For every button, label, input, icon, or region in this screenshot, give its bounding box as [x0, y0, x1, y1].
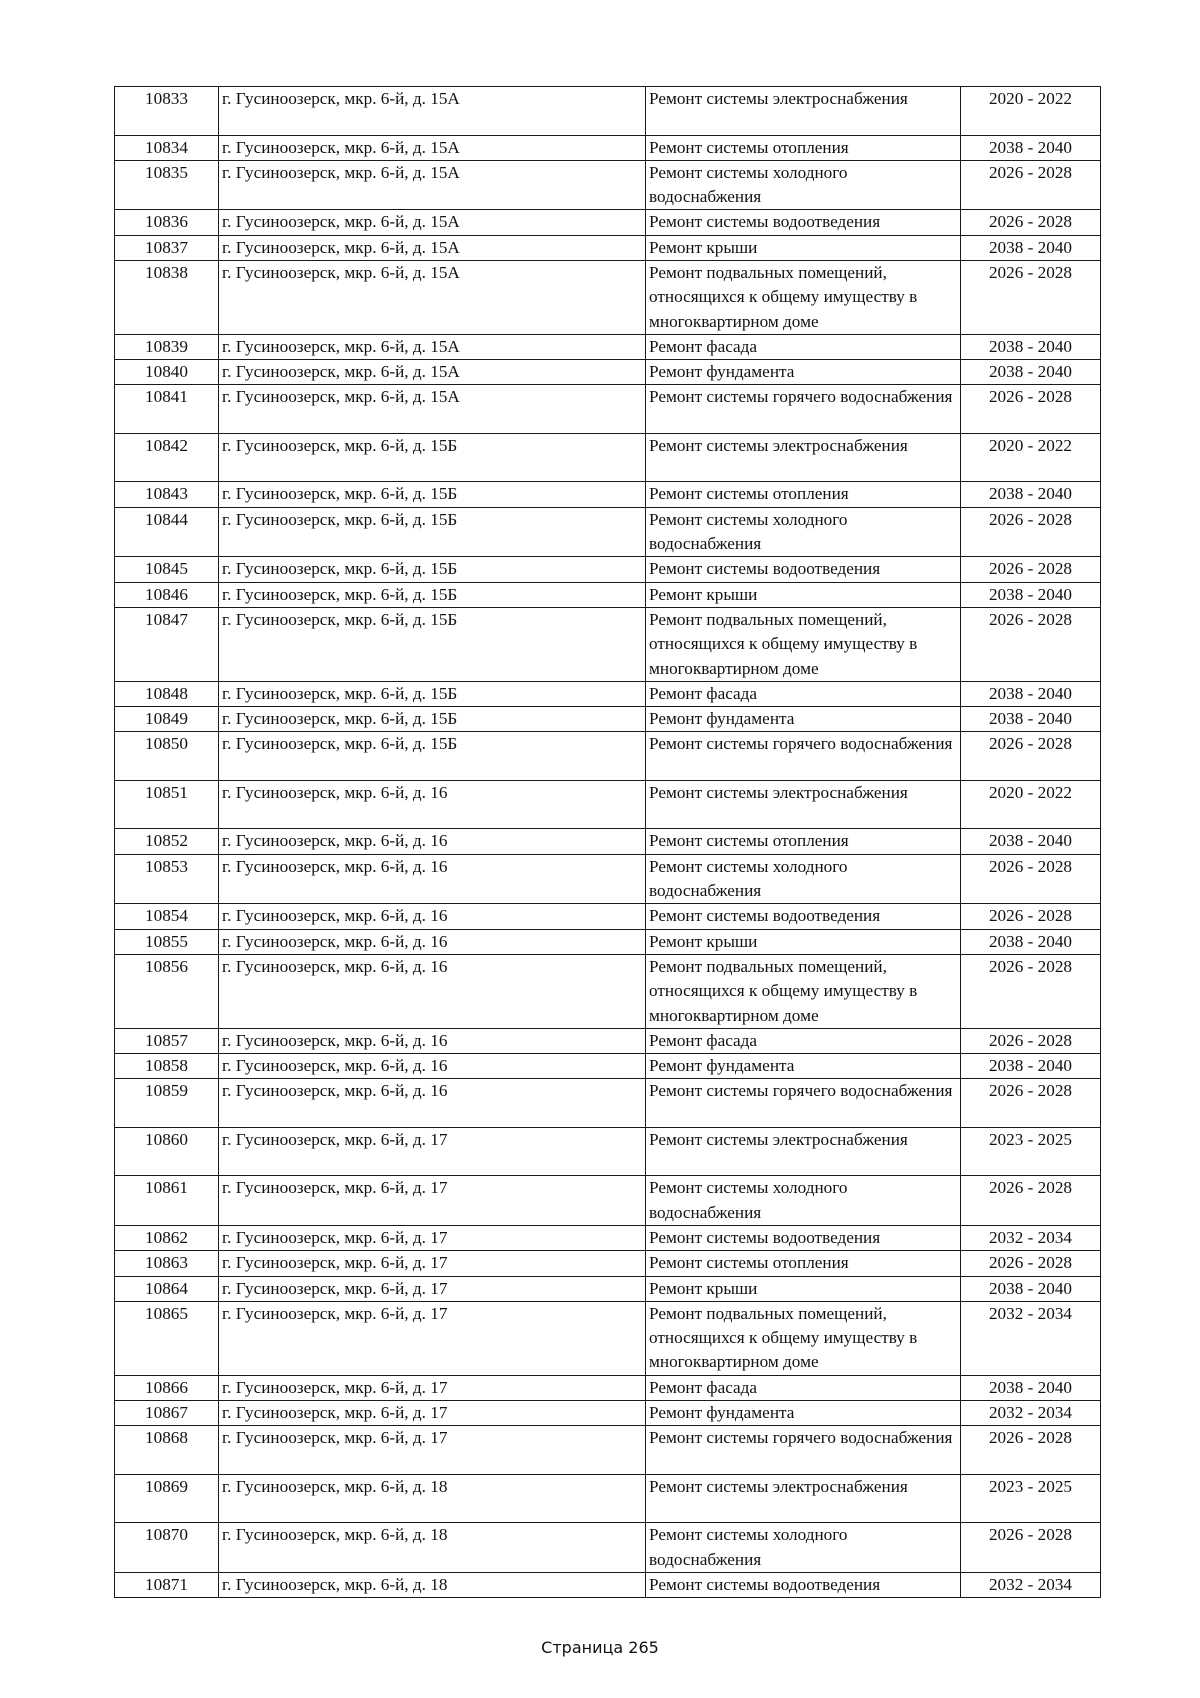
- address-cell: г. Гусиноозерск, мкр. 6-й, д. 15Б: [219, 582, 646, 607]
- period-cell: 2032 - 2034: [961, 1401, 1101, 1426]
- work-type-cell: Ремонт подвальных помещений, относящихся к общему имуществу в многоквартирном доме: [646, 1301, 961, 1375]
- row-number-cell: 10857: [115, 1028, 219, 1053]
- row-number-cell: 10866: [115, 1375, 219, 1400]
- table-row: [115, 1226, 1101, 1251]
- work-type-cell: Ремонт фундамента: [646, 360, 961, 385]
- row-number-cell: 10847: [115, 607, 219, 681]
- period-cell: 2038 - 2040: [961, 360, 1101, 385]
- address-cell: г. Гусиноозерск, мкр. 6-й, д. 16: [219, 1054, 646, 1079]
- row-number-cell: 10869: [115, 1474, 219, 1523]
- row-number-cell: 10850: [115, 732, 219, 781]
- table-row: [115, 235, 1101, 260]
- period-cell: 2023 - 2025: [961, 1474, 1101, 1523]
- address-cell: г. Гусиноозерск, мкр. 6-й, д. 18: [219, 1523, 646, 1573]
- table-row: [115, 607, 1101, 681]
- table-row: [115, 1523, 1101, 1573]
- row-number-cell: 10839: [115, 334, 219, 359]
- table-row: [115, 582, 1101, 607]
- row-number-cell: 10864: [115, 1276, 219, 1301]
- period-cell: 2026 - 2028: [961, 1251, 1101, 1276]
- row-number-cell: 10842: [115, 433, 219, 482]
- table-row: [115, 829, 1101, 854]
- table-row: [115, 1426, 1101, 1475]
- table-row: [115, 854, 1101, 904]
- address-cell: г. Гусиноозерск, мкр. 6-й, д. 15Б: [219, 732, 646, 781]
- row-number-cell: 10856: [115, 954, 219, 1028]
- period-cell: 2026 - 2028: [961, 385, 1101, 434]
- row-number-cell: 10845: [115, 557, 219, 582]
- address-cell: г. Гусиноозерск, мкр. 6-й, д. 15А: [219, 235, 646, 260]
- table-row: [115, 1276, 1101, 1301]
- work-type-cell: Ремонт системы отопления: [646, 482, 961, 507]
- work-type-cell: Ремонт системы водоотведения: [646, 1572, 961, 1597]
- table-row: [115, 87, 1101, 136]
- address-cell: г. Гусиноозерск, мкр. 6-й, д. 15А: [219, 334, 646, 359]
- row-number-cell: 10863: [115, 1251, 219, 1276]
- address-cell: г. Гусиноозерск, мкр. 6-й, д. 17: [219, 1401, 646, 1426]
- work-type-cell: Ремонт системы холодного водоснабжения: [646, 1523, 961, 1573]
- work-type-cell: Ремонт системы водоотведения: [646, 557, 961, 582]
- work-type-cell: Ремонт системы горячего водоснабжения: [646, 1426, 961, 1475]
- address-cell: г. Гусиноозерск, мкр. 6-й, д. 15А: [219, 135, 646, 160]
- address-cell: г. Гусиноозерск, мкр. 6-й, д. 16: [219, 780, 646, 829]
- row-number-cell: 10833: [115, 87, 219, 136]
- period-cell: 2026 - 2028: [961, 210, 1101, 235]
- address-cell: г. Гусиноозерск, мкр. 6-й, д. 18: [219, 1572, 646, 1597]
- period-cell: 2032 - 2034: [961, 1226, 1101, 1251]
- row-number-cell: 10865: [115, 1301, 219, 1375]
- work-type-cell: Ремонт системы электроснабжения: [646, 433, 961, 482]
- period-cell: 2023 - 2025: [961, 1127, 1101, 1176]
- period-cell: 2026 - 2028: [961, 607, 1101, 681]
- address-cell: г. Гусиноозерск, мкр. 6-й, д. 17: [219, 1375, 646, 1400]
- address-cell: г. Гусиноозерск, мкр. 6-й, д. 15Б: [219, 507, 646, 557]
- table-row: [115, 135, 1101, 160]
- row-number-cell: 10852: [115, 829, 219, 854]
- work-type-cell: Ремонт крыши: [646, 235, 961, 260]
- row-number-cell: 10840: [115, 360, 219, 385]
- work-type-cell: Ремонт крыши: [646, 929, 961, 954]
- table-row: [115, 1176, 1101, 1226]
- address-cell: г. Гусиноозерск, мкр. 6-й, д. 16: [219, 954, 646, 1028]
- period-cell: 2026 - 2028: [961, 260, 1101, 334]
- period-cell: 2026 - 2028: [961, 1079, 1101, 1128]
- period-cell: 2026 - 2028: [961, 1523, 1101, 1573]
- table-row: [115, 1127, 1101, 1176]
- table-row: [115, 1401, 1101, 1426]
- row-number-cell: 10858: [115, 1054, 219, 1079]
- address-cell: г. Гусиноозерск, мкр. 6-й, д. 15А: [219, 160, 646, 210]
- table-row: [115, 1572, 1101, 1597]
- row-number-cell: 10855: [115, 929, 219, 954]
- repair-schedule-table: [114, 86, 1101, 1598]
- work-type-cell: Ремонт системы электроснабжения: [646, 1127, 961, 1176]
- work-type-cell: Ремонт системы водоотведения: [646, 210, 961, 235]
- table-row: [115, 360, 1101, 385]
- address-cell: г. Гусиноозерск, мкр. 6-й, д. 15Б: [219, 433, 646, 482]
- row-number-cell: 10844: [115, 507, 219, 557]
- period-cell: 2026 - 2028: [961, 160, 1101, 210]
- table-row: [115, 1028, 1101, 1053]
- period-cell: 2020 - 2022: [961, 87, 1101, 136]
- period-cell: 2026 - 2028: [961, 557, 1101, 582]
- row-number-cell: 10836: [115, 210, 219, 235]
- period-cell: 2038 - 2040: [961, 707, 1101, 732]
- row-number-cell: 10846: [115, 582, 219, 607]
- table-row: [115, 433, 1101, 482]
- work-type-cell: Ремонт системы горячего водоснабжения: [646, 1079, 961, 1128]
- table-row: [115, 557, 1101, 582]
- table-body: [115, 87, 1101, 1598]
- row-number-cell: 10861: [115, 1176, 219, 1226]
- row-number-cell: 10835: [115, 160, 219, 210]
- table-row: [115, 904, 1101, 929]
- address-cell: г. Гусиноозерск, мкр. 6-й, д. 17: [219, 1276, 646, 1301]
- work-type-cell: Ремонт системы электроснабжения: [646, 87, 961, 136]
- work-type-cell: Ремонт системы холодного водоснабжения: [646, 854, 961, 904]
- work-type-cell: Ремонт фундамента: [646, 1401, 961, 1426]
- work-type-cell: Ремонт фасада: [646, 1028, 961, 1053]
- period-cell: 2038 - 2040: [961, 582, 1101, 607]
- address-cell: г. Гусиноозерск, мкр. 6-й, д. 16: [219, 904, 646, 929]
- period-cell: 2038 - 2040: [961, 929, 1101, 954]
- address-cell: г. Гусиноозерск, мкр. 6-й, д. 15Б: [219, 707, 646, 732]
- row-number-cell: 10853: [115, 854, 219, 904]
- address-cell: г. Гусиноозерск, мкр. 6-й, д. 17: [219, 1127, 646, 1176]
- work-type-cell: Ремонт системы водоотведения: [646, 904, 961, 929]
- period-cell: 2038 - 2040: [961, 829, 1101, 854]
- page-number: Страница 265: [541, 1638, 659, 1657]
- period-cell: 2020 - 2022: [961, 433, 1101, 482]
- row-number-cell: 10841: [115, 385, 219, 434]
- table-row: [115, 1474, 1101, 1523]
- period-cell: 2026 - 2028: [961, 854, 1101, 904]
- address-cell: г. Гусиноозерск, мкр. 6-й, д. 15А: [219, 87, 646, 136]
- work-type-cell: Ремонт фасада: [646, 1375, 961, 1400]
- address-cell: г. Гусиноозерск, мкр. 6-й, д. 16: [219, 929, 646, 954]
- address-cell: г. Гусиноозерск, мкр. 6-й, д. 15А: [219, 360, 646, 385]
- address-cell: г. Гусиноозерск, мкр. 6-й, д. 17: [219, 1176, 646, 1226]
- row-number-cell: 10867: [115, 1401, 219, 1426]
- work-type-cell: Ремонт подвальных помещений, относящихся к общему имуществу в многоквартирном доме: [646, 954, 961, 1028]
- address-cell: г. Гусиноозерск, мкр. 6-й, д. 17: [219, 1251, 646, 1276]
- period-cell: 2038 - 2040: [961, 1276, 1101, 1301]
- work-type-cell: Ремонт крыши: [646, 1276, 961, 1301]
- table-row: [115, 507, 1101, 557]
- period-cell: 2026 - 2028: [961, 1028, 1101, 1053]
- address-cell: г. Гусиноозерск, мкр. 6-й, д. 15А: [219, 260, 646, 334]
- period-cell: 2038 - 2040: [961, 135, 1101, 160]
- table-row: [115, 780, 1101, 829]
- row-number-cell: 10851: [115, 780, 219, 829]
- row-number-cell: 10834: [115, 135, 219, 160]
- work-type-cell: Ремонт системы отопления: [646, 829, 961, 854]
- address-cell: г. Гусиноозерск, мкр. 6-й, д. 15Б: [219, 482, 646, 507]
- work-type-cell: Ремонт фасада: [646, 681, 961, 706]
- work-type-cell: Ремонт фасада: [646, 334, 961, 359]
- table-row: [115, 210, 1101, 235]
- work-type-cell: Ремонт фундамента: [646, 707, 961, 732]
- work-type-cell: Ремонт системы горячего водоснабжения: [646, 732, 961, 781]
- address-cell: г. Гусиноозерск, мкр. 6-й, д. 15Б: [219, 557, 646, 582]
- row-number-cell: 10870: [115, 1523, 219, 1573]
- period-cell: 2026 - 2028: [961, 1426, 1101, 1475]
- row-number-cell: 10849: [115, 707, 219, 732]
- row-number-cell: 10848: [115, 681, 219, 706]
- table-row: [115, 681, 1101, 706]
- table-row: [115, 954, 1101, 1028]
- row-number-cell: 10843: [115, 482, 219, 507]
- address-cell: г. Гусиноозерск, мкр. 6-й, д. 15А: [219, 385, 646, 434]
- work-type-cell: Ремонт системы холодного водоснабжения: [646, 1176, 961, 1226]
- table-row: [115, 385, 1101, 434]
- period-cell: 2038 - 2040: [961, 235, 1101, 260]
- work-type-cell: Ремонт подвальных помещений, относящихся к общему имуществу в многоквартирном доме: [646, 607, 961, 681]
- work-type-cell: Ремонт системы электроснабжения: [646, 1474, 961, 1523]
- period-cell: 2026 - 2028: [961, 1176, 1101, 1226]
- period-cell: 2026 - 2028: [961, 954, 1101, 1028]
- address-cell: г. Гусиноозерск, мкр. 6-й, д. 15Б: [219, 607, 646, 681]
- row-number-cell: 10862: [115, 1226, 219, 1251]
- address-cell: г. Гусиноозерск, мкр. 6-й, д. 16: [219, 1079, 646, 1128]
- work-type-cell: Ремонт системы отопления: [646, 1251, 961, 1276]
- work-type-cell: Ремонт системы холодного водоснабжения: [646, 507, 961, 557]
- work-type-cell: Ремонт системы электроснабжения: [646, 780, 961, 829]
- table-row: [115, 482, 1101, 507]
- address-cell: г. Гусиноозерск, мкр. 6-й, д. 18: [219, 1474, 646, 1523]
- table-row: [115, 1079, 1101, 1128]
- row-number-cell: 10838: [115, 260, 219, 334]
- table-row: [115, 1375, 1101, 1400]
- work-type-cell: Ремонт фундамента: [646, 1054, 961, 1079]
- work-type-cell: Ремонт подвальных помещений, относящихся к общему имуществу в многоквартирном доме: [646, 260, 961, 334]
- table-row: [115, 1251, 1101, 1276]
- address-cell: г. Гусиноозерск, мкр. 6-й, д. 16: [219, 854, 646, 904]
- row-number-cell: 10859: [115, 1079, 219, 1128]
- row-number-cell: 10860: [115, 1127, 219, 1176]
- work-type-cell: Ремонт системы отопления: [646, 135, 961, 160]
- address-cell: г. Гусиноозерск, мкр. 6-й, д. 16: [219, 1028, 646, 1053]
- table-row: [115, 334, 1101, 359]
- work-type-cell: Ремонт системы холодного водоснабжения: [646, 160, 961, 210]
- period-cell: 2038 - 2040: [961, 681, 1101, 706]
- period-cell: 2038 - 2040: [961, 1375, 1101, 1400]
- period-cell: 2038 - 2040: [961, 1054, 1101, 1079]
- address-cell: г. Гусиноозерск, мкр. 6-й, д. 15А: [219, 210, 646, 235]
- table-row: [115, 260, 1101, 334]
- period-cell: 2020 - 2022: [961, 780, 1101, 829]
- period-cell: 2026 - 2028: [961, 507, 1101, 557]
- address-cell: г. Гусиноозерск, мкр. 6-й, д. 15Б: [219, 681, 646, 706]
- row-number-cell: 10837: [115, 235, 219, 260]
- work-type-cell: Ремонт системы горячего водоснабжения: [646, 385, 961, 434]
- table-row: [115, 1301, 1101, 1375]
- table-row: [115, 1054, 1101, 1079]
- row-number-cell: 10871: [115, 1572, 219, 1597]
- period-cell: 2032 - 2034: [961, 1301, 1101, 1375]
- period-cell: 2038 - 2040: [961, 334, 1101, 359]
- address-cell: г. Гусиноозерск, мкр. 6-й, д. 16: [219, 829, 646, 854]
- address-cell: г. Гусиноозерск, мкр. 6-й, д. 17: [219, 1301, 646, 1375]
- address-cell: г. Гусиноозерск, мкр. 6-й, д. 17: [219, 1226, 646, 1251]
- row-number-cell: 10854: [115, 904, 219, 929]
- table-row: [115, 707, 1101, 732]
- work-type-cell: Ремонт системы водоотведения: [646, 1226, 961, 1251]
- period-cell: 2038 - 2040: [961, 482, 1101, 507]
- table-row: [115, 160, 1101, 210]
- period-cell: 2032 - 2034: [961, 1572, 1101, 1597]
- table-row: [115, 732, 1101, 781]
- work-type-cell: Ремонт крыши: [646, 582, 961, 607]
- period-cell: 2026 - 2028: [961, 732, 1101, 781]
- row-number-cell: 10868: [115, 1426, 219, 1475]
- table-row: [115, 929, 1101, 954]
- period-cell: 2026 - 2028: [961, 904, 1101, 929]
- address-cell: г. Гусиноозерск, мкр. 6-й, д. 17: [219, 1426, 646, 1475]
